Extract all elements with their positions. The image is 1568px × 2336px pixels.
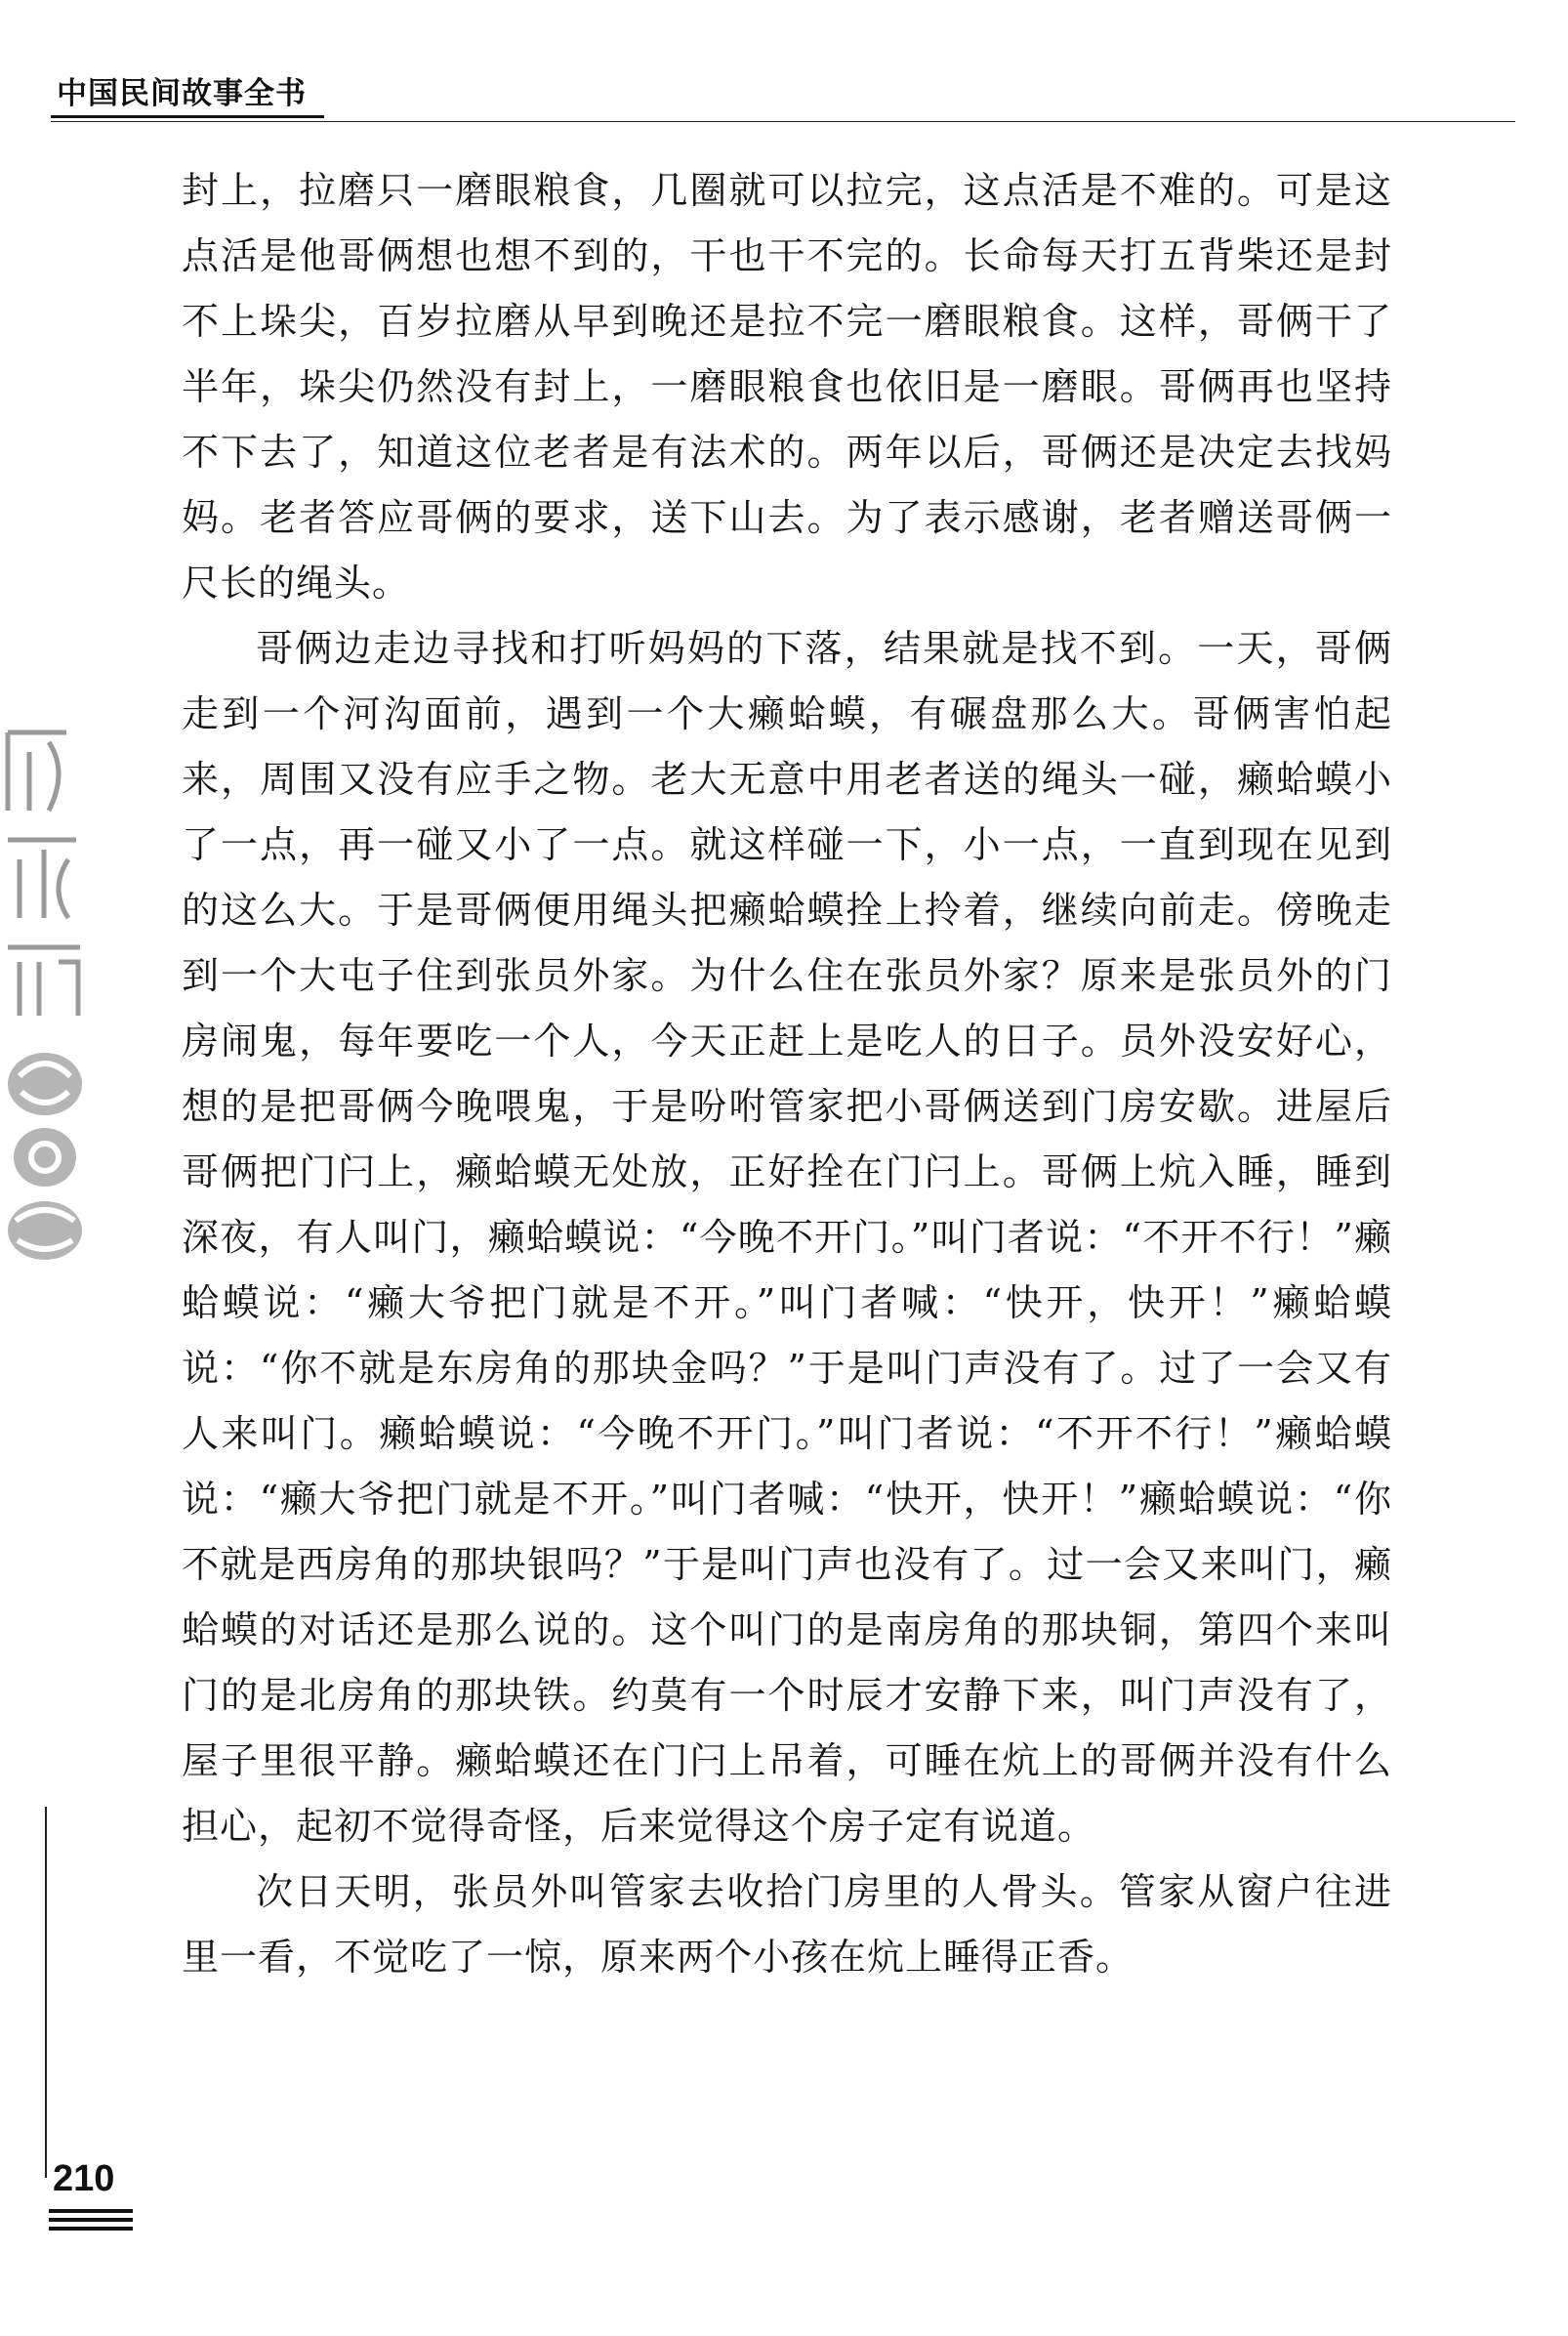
header-rule-thin (51, 121, 1515, 122)
footer-bars (49, 2209, 133, 2235)
side-decoration-logo (0, 713, 90, 1318)
left-margin-rule (45, 1807, 47, 2178)
page-number: 210 (53, 2158, 115, 2199)
paragraph: 次日天明，张员外叫管家去收拾门房里的人骨头。管家从窗户往进里一看，不觉吃了一惊，原来两个小孩在炕上睡得正香。 (182, 1870, 1392, 1979)
paragraph: 哥俩边走边寻找和打听妈妈的下落，结果就是找不到。一天，哥俩走到一个河沟面前，遇到一个大癞蛤蟆，有碾盘那么大。哥俩害怕起来，周围又没有应手之物。老大无意中用老者送的绳头一碰，癞蛤蟆小了一点，再一碰又小了一点。就这样碰一下，小一点，一直到现在见到的这么大。于是哥俩便用绳头把癞蛤蟆拴上拎着，继续向前走。傍晚走到一个大屯子住到张员外家。为什么住在张员外家？原来是张员外的门房闹鬼，每年要吃一个人，今天正赶上是吃人的日子。员外没安好心，想的是把哥俩今晚喂鬼，于是吩咐管家把小哥俩送到门房安歇。进屋后哥俩把门闩上，癞蛤蟆无处放，正好拴在门闩上。哥俩上炕入睡，睡到深夜，有人叫门，癞蛤蟆说：“今晚不开门。”叫门者说：“不开不行！”癞蛤蟆说：“癞大爷把门就是不开。”叫门者喊：“快开，快开！”癞蛤蟆说：“你不就是东房角的那块金吗？”于是叫门声没有了。过了一会又有人来叫门。癞蛤蟆说：“今晚不开门。”叫门者说：“不开不行！”癞蛤蟆说：“癞大爷把门就是不开。”叫门者喊：“快开，快开！”癞蛤蟆说：“你不就是西房角的那块银吗？”于是叫门声也没有了。过一会又来叫门，癞蛤蟆的对话还是那么说的。这个叫门的是南房角的那块铜，第四个来叫门的是北房角的那块铁。约莫有一个时辰才安静下来，叫门声没有了，屋子里很平静。癞蛤蟆还在门闩上吊着，可睡在炕上的哥俩并没有什么担心，起初不觉得奇怪，后来觉得这个房子定有说道。 (182, 627, 1392, 1848)
body-text (182, 158, 1392, 1990)
paragraph: 封上，拉磨只一磨眼粮食，几圈就可以拉完，这点活是不难的。可是这点活是他哥俩想也想不到的，干也干不完的。长命每天打五背柴还是封不上垛尖，百岁拉磨从早到晚还是拉不完一磨眼粮食。这样，哥俩干了半年，垛尖仍然没有封上，一磨眼粮食也依旧是一磨眼。哥俩再也坚持不下去了，知道这位老者是有法术的。两年以后，哥俩还是决定去找妈妈。老者答应哥俩的要求，送下山去。为了表示感谢，老者赠送哥俩一尺长的绳头。 (182, 169, 1392, 605)
header-rule-thick (51, 115, 324, 118)
running-header-title: 中国民间故事全书 (57, 76, 307, 111)
